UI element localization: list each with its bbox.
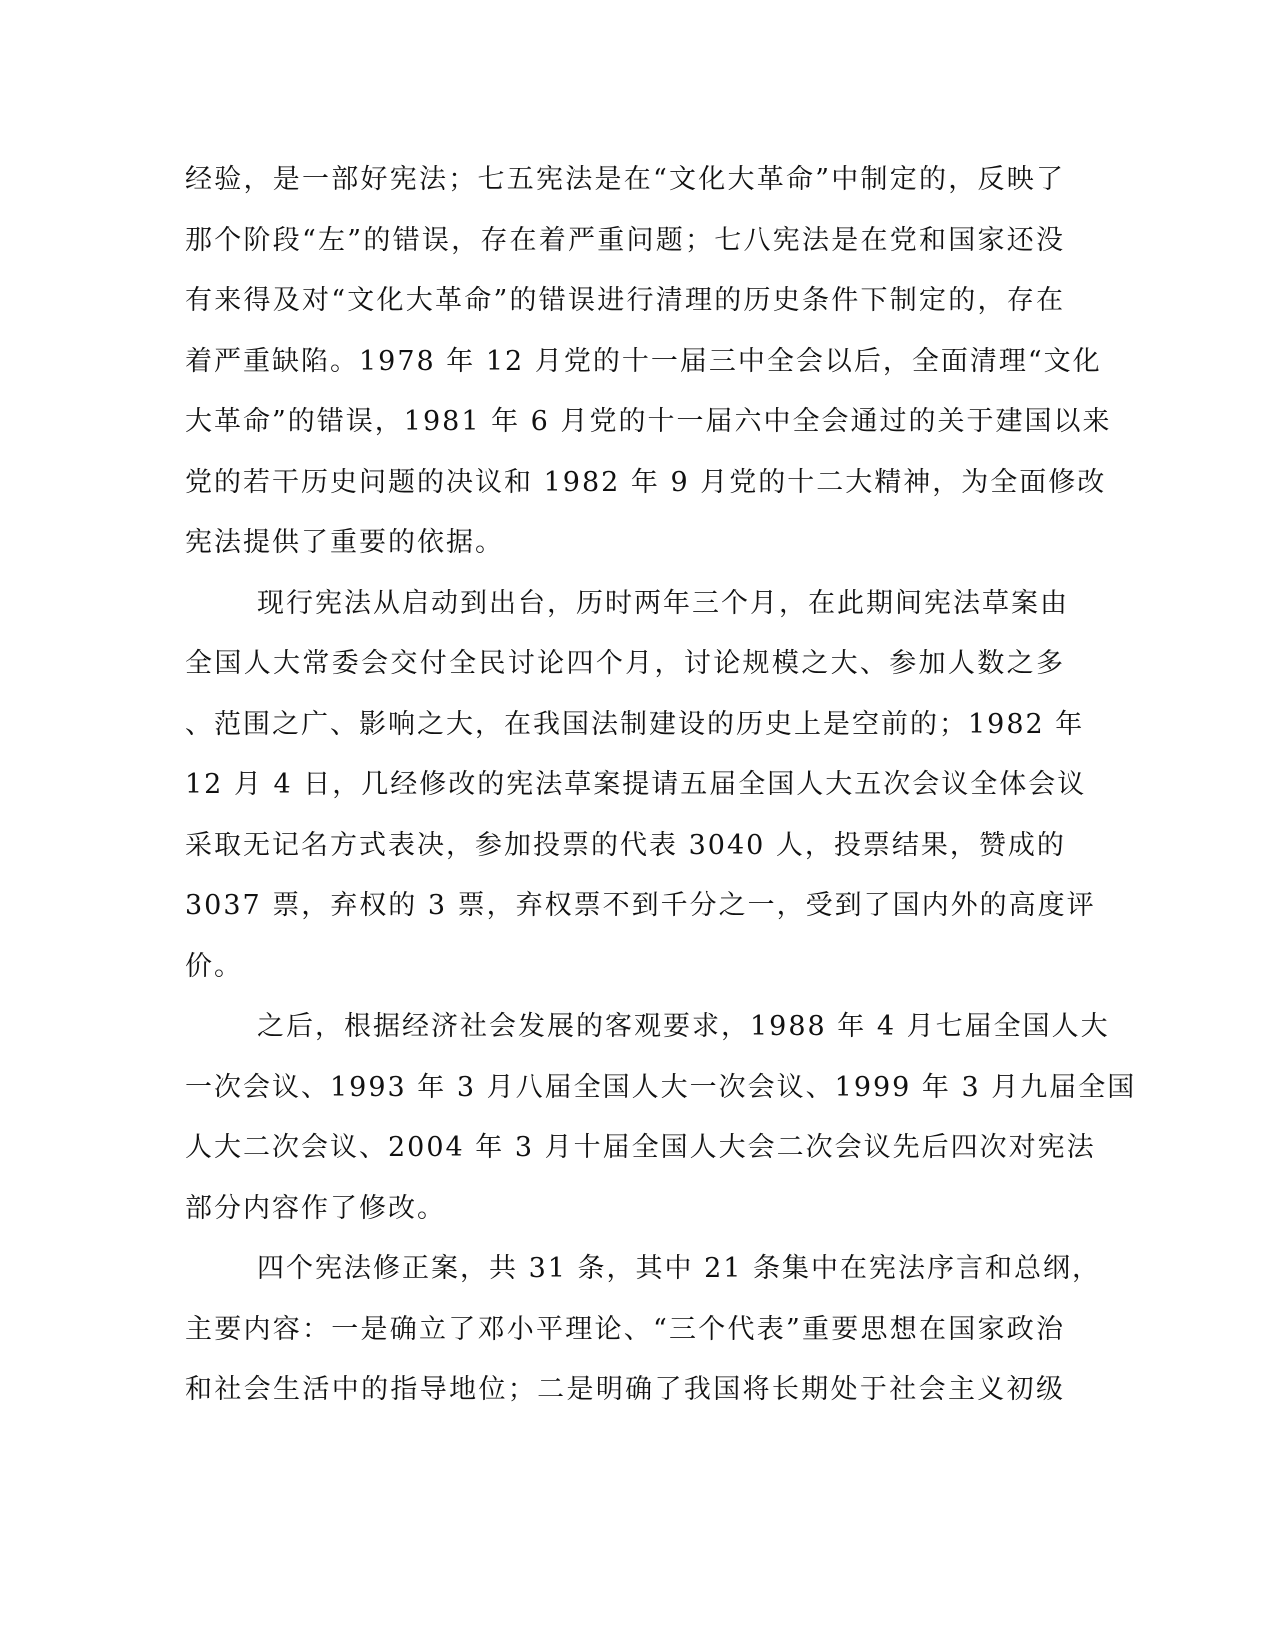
- text-line: 12 月 4 日，几经修改的宪法草案提请五届全国人大五次会议全体会议: [185, 769, 1087, 800]
- text-line: 着严重缺陷。1978 年 12 月党的十一届三中全会以后，全面清理“文化: [185, 345, 1102, 377]
- text-line: 价。: [185, 950, 243, 982]
- text-line: 、范围之广、影响之大，在我国法制建设的历史上是空前的；1982 年: [185, 708, 1085, 740]
- document-body: [185, 150, 1137, 1421]
- text-line: 经验，是一部好宪法；七五宪法是在“文化大革命”中制定的，反映了: [185, 164, 1065, 195]
- text-line: 四个宪法修正案，共 31 条，其中 21 条集中在宪法序言和总纲，: [257, 1253, 1102, 1284]
- text-line: 大革命”的错误，1981 年 6 月党的十一届六中全会通过的关于建国以来: [185, 406, 1112, 437]
- text-line: 主要内容：一是确立了邓小平理论、“三个代表”重要思想在国家政治: [185, 1313, 1065, 1345]
- text-line: 那个阶段“左”的错误，存在着严重问题；七八宪法是在党和国家还没: [185, 224, 1065, 256]
- text-line: 现行宪法从启动到出台，历时两年三个月，在此期间宪法草案由: [257, 587, 1069, 619]
- text-line: 人大二次会议、2004 年 3 月十届全国人大会二次会议先后四次对宪法: [185, 1132, 1096, 1163]
- text-line: 采取无记名方式表决，参加投票的代表 3040 人，投票结果，赞成的: [185, 829, 1066, 861]
- text-line: 部分内容作了修改。: [185, 1192, 446, 1224]
- text-line: 3037 票，弃权的 3 票，弃权票不到千分之一，受到了国内外的高度评: [185, 890, 1096, 921]
- text-line: 全国人大常委会交付全民讨论四个月，讨论规模之大、参加人数之多: [185, 648, 1065, 679]
- text-line: 和社会生活中的指导地位；二是明确了我国将长期处于社会主义初级: [185, 1374, 1065, 1405]
- text-line: 一次会议、1993 年 3 月八届全国人大一次会议、1999 年 3 月九届全国: [185, 1071, 1137, 1103]
- text-line: 党的若干历史问题的决议和 1982 年 9 月党的十二大精神，为全面修改: [185, 466, 1107, 498]
- text-line: 有来得及对“文化大革命”的错误进行清理的历史条件下制定的，存在: [185, 285, 1065, 316]
- text-line: 宪法提供了重要的依据。: [185, 527, 504, 558]
- text-line: 之后，根据经济社会发展的客观要求，1988 年 4 月七届全国人大: [257, 1011, 1110, 1042]
